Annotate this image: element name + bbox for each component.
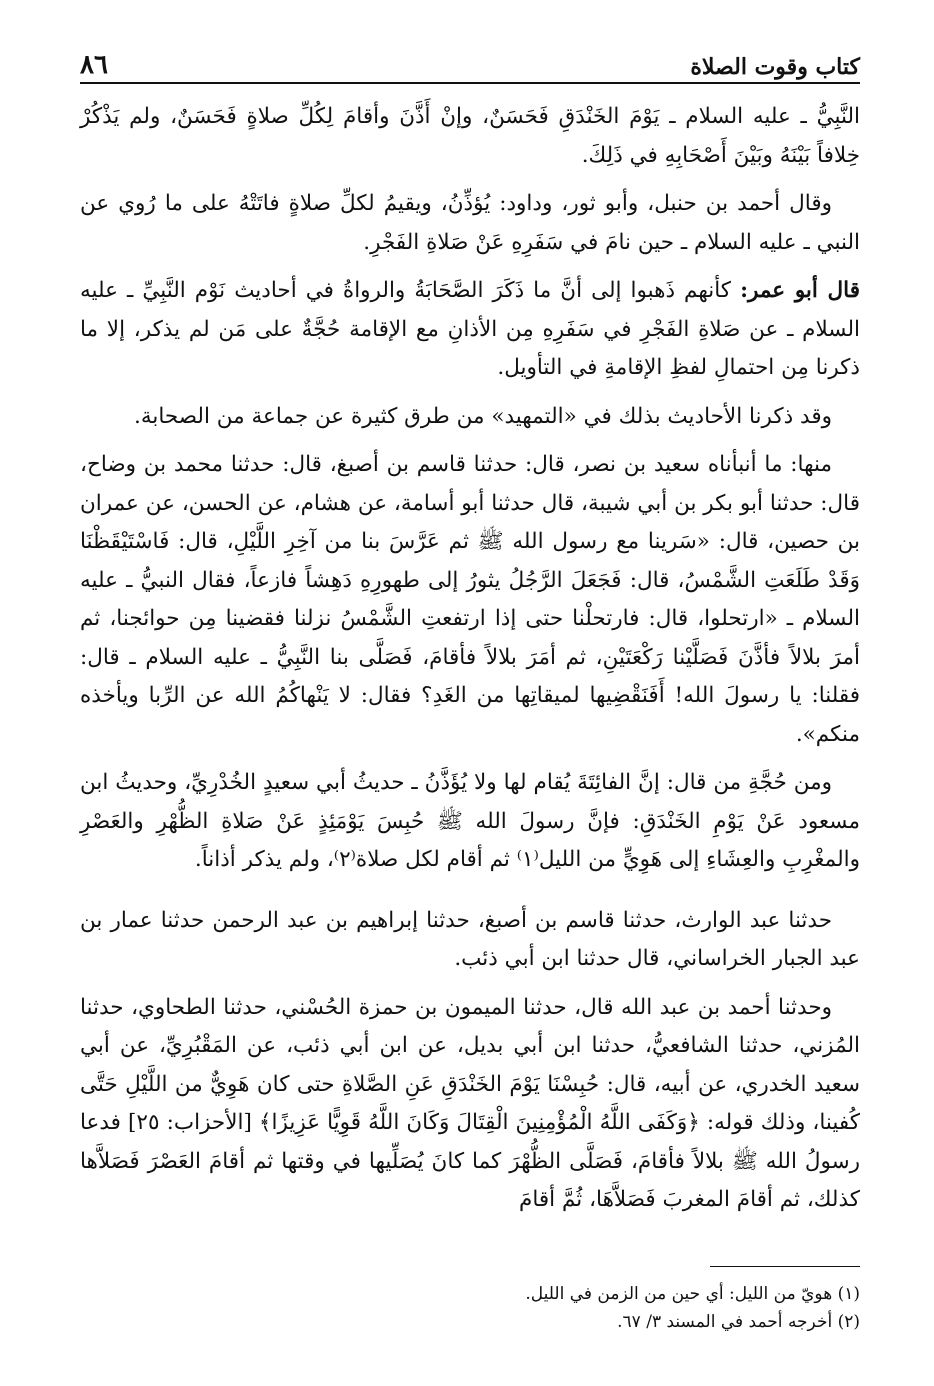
paragraph: ومن حُجَّةِ من قال: إنَّ الفائِتَةَ يُقام لها ولا يُؤَذَّنُ ـ حديثُ أبي سعيدٍ الخُدْرِيِّ، وحديثُ ابن مسعود عَنْ يَوْمِ الخَنْدَقِ: فإنَّ رسولَ الله ﷺ حُبِسَ يَوْمَئِذٍ عَنْ صَلاةِ الظُّهْرِ والعَصْرِ والمغْرِبِ والعِشَاءِ إلى هَوِيٍّ من الليل⁽١⁾ ثم أقام لكل صلاة⁽٢⁾، ولم يذكر أذاناً. (80, 770, 860, 872)
paragraph: قال أبو عمر: كأنهم ذَهبوا إلى أنَّ ما ذَكَرَ الصَّحَابَةُ والرواةُ في أحاديث نَوْم النَّبِيِّ ـ عليه السلام ـ عن صَلاةِ الفَجْرِ في سَفَرِهِ مِن الأذانِ مع الإقامة حُجَّةٌ على مَن لم يذكر، إلا ما ذكرنا مِن احتمالِ لفظِ الإقامةِ في التأويل. (80, 278, 861, 380)
footnote: (٢) أخرجه أحمد في المسند ٣/ ٦٧. (617, 1312, 860, 1332)
paragraph: منها: ما أنبأناه سعيد بن نصر، قال: حدثنا قاسم بن أصبغ، قال: حدثنا محمد بن وضاح، قال: حدثنا أبو بكر بن أبي شيبة، قال حدثنا أبو أسامة، عن هشام، عن الحسن، عن عمران بن حصين، قال: «سَرينا مع رسول الله ﷺ ثم عَرَّسَ بنا من آخِرِ اللَّيْلِ، قال: فَاسْتَيْقَظْنَا وَقَدْ طَلَعَتِ الشَّمْسُ، قال: فَجَعَلَ الرَّجُلُ يثورُ إلى طهورِهِ دَهِشاً فازعاً، فقال النبيُّ ـ عليه السلام ـ «ارتحلوا، قال: فارتحلْنا حتى إذا ارتفعتِ الشَّمْسُ نزلنا فقضينا مِن حوائجنا، ثم أمرَ بلالاً فأذَّنَ فَصَلَّيْنا رَكْعَتَيْنِ، ثم أمَرَ بلالاً فأقامَ، فَصَلَّى بنا النَّبِيُّ ـ عليه السلام ـ قال: فقلنا: يا رسولَ الله! أَفَنَقْضِيها لميقاتِها من الغَدِ؟ فقال: لا يَنْهاكُمُ الله عن الرِّبا ويأخذه منكم». (80, 452, 860, 747)
footnote-divider (710, 1266, 860, 1267)
paragraph: النَّبِيُّ ـ عليه السلام ـ يَوْمَ الخَنْدَقِ فَحَسَنٌ، وإنْ أَذَّنَ وأقامَ لِكُلِّ صلاةٍ فَحَسَنٌ، ولم يَذْكُرْ خِلافاً بَيْنَهُ وبَيْنَ أَصْحَابِهِ في ذَلِكَ. (80, 104, 860, 168)
paragraph: حدثنا عبد الوارث، حدثنا قاسم بن أصبغ، حدثنا إبراهيم بن عبد الرحمن حدثنا عمار بن عبد الجبار الخراساني، قال حدثنا ابن أبي ذئب. (80, 907, 860, 971)
footnotes (80, 1280, 860, 1336)
running-title: كتاب وقوت الصلاة (690, 54, 860, 80)
page-header (80, 40, 860, 84)
paragraph: وقد ذكرنا الأحاديث بذلك في «التمهيد» من طرق كثيرة عن جماعة من الصحابة. (133, 403, 832, 429)
page-number: ٨٦ (80, 50, 108, 80)
paragraph: وحدثنا أحمد بن عبد الله قال، حدثنا الميمون بن حمزة الحُسْني، حدثنا الطحاوي، حدثنا المُزني، حدثنا الشافعيُّ، حدثنا ابن أبي بديل، عن ابن أبي ذئب، عن المَقْبُرِيِّ، عن أبي سعيد الخدري، عن أبيه، قال: حُبِسْنَا يَوْمَ الخَنْدَقِ عَنِ الصَّلاةِ حتى كان هَوِيٌّ من اللَّيْلِ حَتَّى كُفينا، وذلك قوله: ﴿وَكَفَى اللَّهُ الْمُؤْمِنِينَ الْقِتَالَ وَكَانَ اللَّهُ قَوِيًّا عَزِيزًا﴾ [الأحزاب: ٢٥] فدعا رسولُ الله ﷺ بلالاً فأقامَ، فَصَلَّى الظُّهْرَ كما كانَ يُصَلِّيها في وقتها ثم أقامَ العَصْرَ فَصَلاَّها كذلك، ثم أقامَ المغربَ فَصَلاَّهَا، ثُمَّ أقامَ (80, 994, 860, 1212)
footnote: (١) هويّ من الليل: أي حين من الزمن في الليل. (525, 1284, 860, 1304)
book-page (80, 40, 860, 1360)
paragraph: وقال أحمد بن حنبل، وأبو ثور، وداود: يُؤذِّنُ، ويقيمُ لكلِّ صلاةٍ فاتَتْهُ على ما رُوي عن النبي ـ عليه السلام ـ حين نامَ في سَفَرِهِ عَنْ صَلاةِ الفَجْرِ. (80, 191, 860, 255)
speaker-label: قال أبو عمر: (740, 278, 861, 303)
body-text (80, 98, 860, 1220)
